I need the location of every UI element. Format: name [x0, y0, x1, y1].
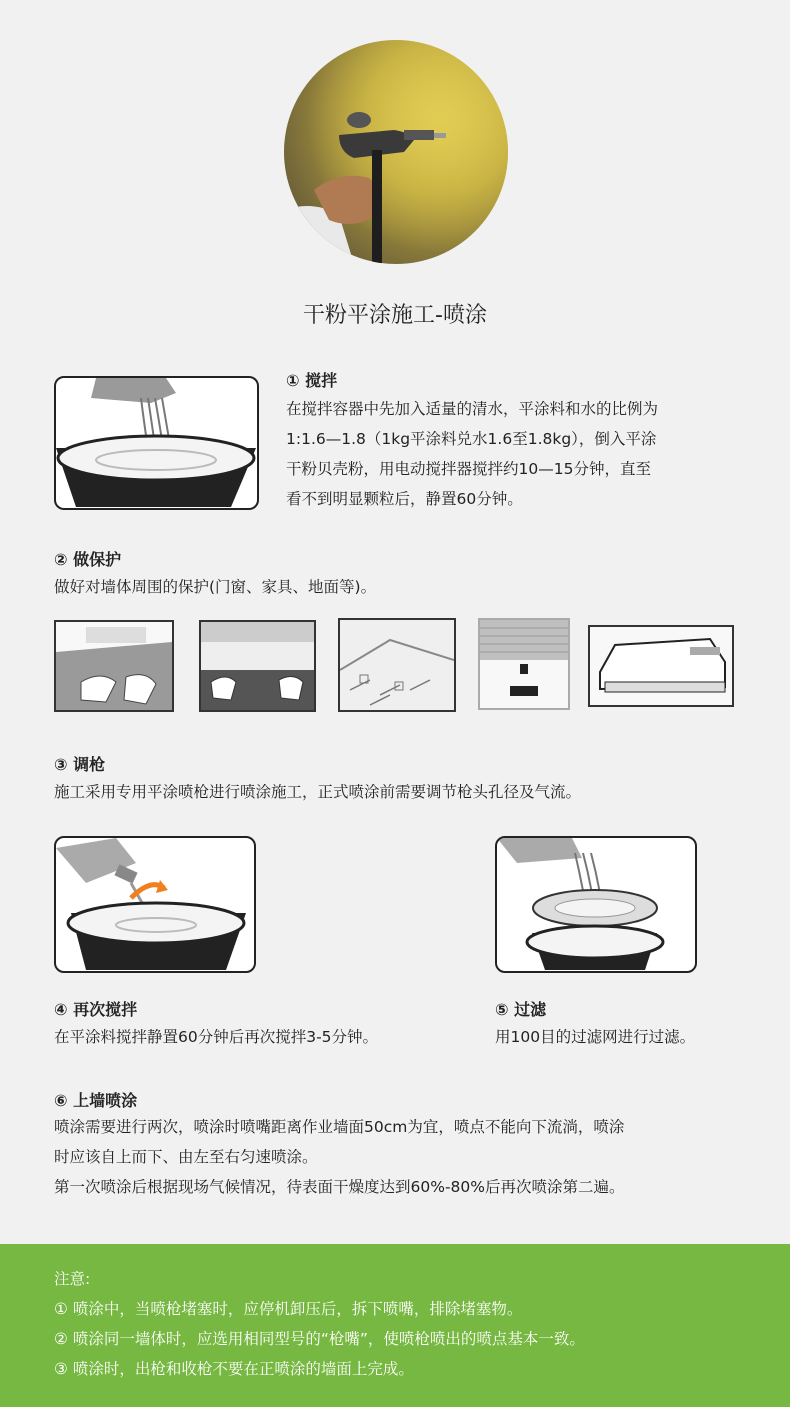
notice-heading: 注意:	[54, 1270, 91, 1288]
step1-line: 在搅拌容器中先加入适量的清水，平涂料和水的比例为	[286, 400, 659, 418]
notice-item-3: ③ 喷涂时，出枪和收枪不要在正喷涂的墙面上完成。	[54, 1360, 414, 1378]
step1-text	[286, 394, 746, 514]
step5-title: ⑤ 过滤	[495, 1000, 547, 1019]
step1-line: 干粉贝壳粉，用电动搅拌器搅拌约10—15分钟，直至	[286, 460, 651, 478]
step6-line: 时应该自上而下、由左至右匀速喷涂。	[54, 1148, 318, 1166]
step3-text: 施工采用专用平涂喷枪进行喷涂施工，正式喷涂前需要调节枪头孔径及气流。	[54, 783, 582, 801]
step6-title: ⑥ 上墙喷涂	[54, 1091, 138, 1110]
protect-thumb-floor	[338, 618, 456, 712]
step1-title: ① 搅拌	[286, 371, 338, 390]
step5-text: 用100目的过滤网进行过滤。	[495, 1028, 696, 1046]
protect-thumb-blind	[478, 618, 570, 710]
notice-item-1: ① 喷涂中，当喷枪堵塞时，应停机卸压后，拆下喷嘴，排除堵塞物。	[54, 1300, 523, 1318]
notice-panel	[0, 1244, 790, 1407]
filter-illustration	[495, 836, 697, 973]
step6-line: 喷涂需要进行两次，喷涂时喷嘴距离作业墙面50cm为宜，喷点不能向下流淌，喷涂	[54, 1118, 625, 1136]
hero-spray-photo	[284, 40, 508, 264]
step6-line: 第一次喷涂后根据现场气候情况，待表面干燥度达到60%-80%后再次喷涂第二遍。	[54, 1178, 625, 1196]
step6-text	[54, 1112, 754, 1202]
remix-illustration	[54, 836, 256, 973]
step4-text: 在平涂料搅拌静置60分钟后再次搅拌3-5分钟。	[54, 1028, 379, 1046]
protect-thumb-wall	[199, 620, 316, 712]
mixing-illustration	[54, 376, 259, 510]
step1-line: 看不到明显颗粒后，静置60分钟。	[286, 490, 523, 508]
step3-title: ③ 调枪	[54, 755, 106, 774]
step2-text: 做好对墙体周围的保护(门窗、家具、地面等)。	[54, 578, 377, 596]
protect-thumb-furniture	[588, 625, 734, 707]
page-title: 干粉平涂施工-喷涂	[303, 303, 487, 328]
notice-item-2: ② 喷涂同一墙体时，应选用相同型号的“枪嘴”，使喷枪喷出的喷点基本一致。	[54, 1330, 585, 1348]
step2-title: ② 做保护	[54, 550, 122, 569]
protect-thumb-tape	[54, 620, 174, 712]
step1-line: 1:1.6—1.8（1kg平涂料兑水1.6至1.8kg），倒入平涂	[286, 430, 657, 448]
step4-title: ④ 再次搅拌	[54, 1000, 138, 1019]
